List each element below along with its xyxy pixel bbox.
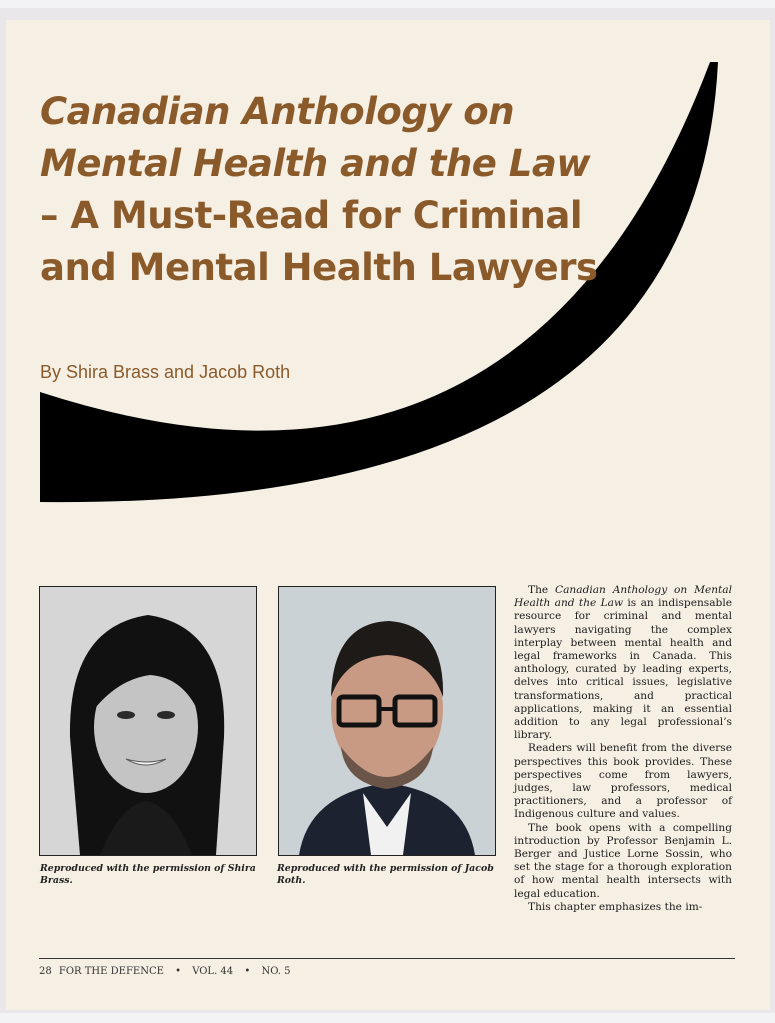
title-book-name: Canadian Anthology on Mental Health and the Law <box>40 90 590 185</box>
page-footer <box>39 966 295 977</box>
body-paragraph-4: This chapter emphasizes the im- <box>528 900 703 913</box>
p1-prefix: The <box>528 584 556 596</box>
page-number: 28 <box>39 966 52 977</box>
p1-text: is an indispensable resource for criminal and mental lawyers navigating the complex interplay between mental health and legal frameworks in Canada. This anthology, curated by leading experts, delves into critical issues, legislative transformations, and practical applications, making it an essential addition to any legal professional’s library. <box>514 597 732 742</box>
photo-caption-jacob-roth: Reproduced with the permission of Jacob Roth. <box>277 863 494 886</box>
body-paragraph-1 <box>514 584 732 742</box>
byline: By Shira Brass and Jacob Roth <box>40 362 291 382</box>
bottom-edge <box>0 1013 775 1023</box>
footer-separator: • <box>175 966 181 977</box>
author-photo-shira-brass <box>39 586 257 856</box>
p1-book-title: Canadian Anthology on Mental Health and the Law <box>514 584 732 610</box>
footer-separator: • <box>244 966 251 977</box>
issue-number: NO. 5 <box>261 966 291 977</box>
title-subtitle: – A Must-Read for Criminal and Mental Health Lawyers <box>40 194 598 289</box>
magazine-page <box>6 20 770 1010</box>
volume-number: VOL. 44 <box>192 966 234 977</box>
article-body <box>514 584 732 914</box>
top-edge <box>0 0 775 8</box>
publication-name: FOR THE DEFENCE <box>58 966 164 977</box>
footer-rule <box>39 958 735 959</box>
photo-caption-shira-brass: Reproduced with the permission of Shira Brass. <box>40 863 256 886</box>
article-title <box>40 86 600 294</box>
body-paragraph-3: The book opens with a compelling introduction by Professor Benjamin L. Berger and Justice Lorne Sossin, who set the stage for a thorough exploration of how mental health intersects with legal education. <box>514 821 732 900</box>
body-paragraph-2: Readers will benefit from the diverse perspectives this book provides. These perspectives come from lawyers, judges, law professors, medical practitioners, and a professor of Indigenous culture and values. <box>514 742 732 821</box>
author-photo-jacob-roth <box>278 586 496 856</box>
